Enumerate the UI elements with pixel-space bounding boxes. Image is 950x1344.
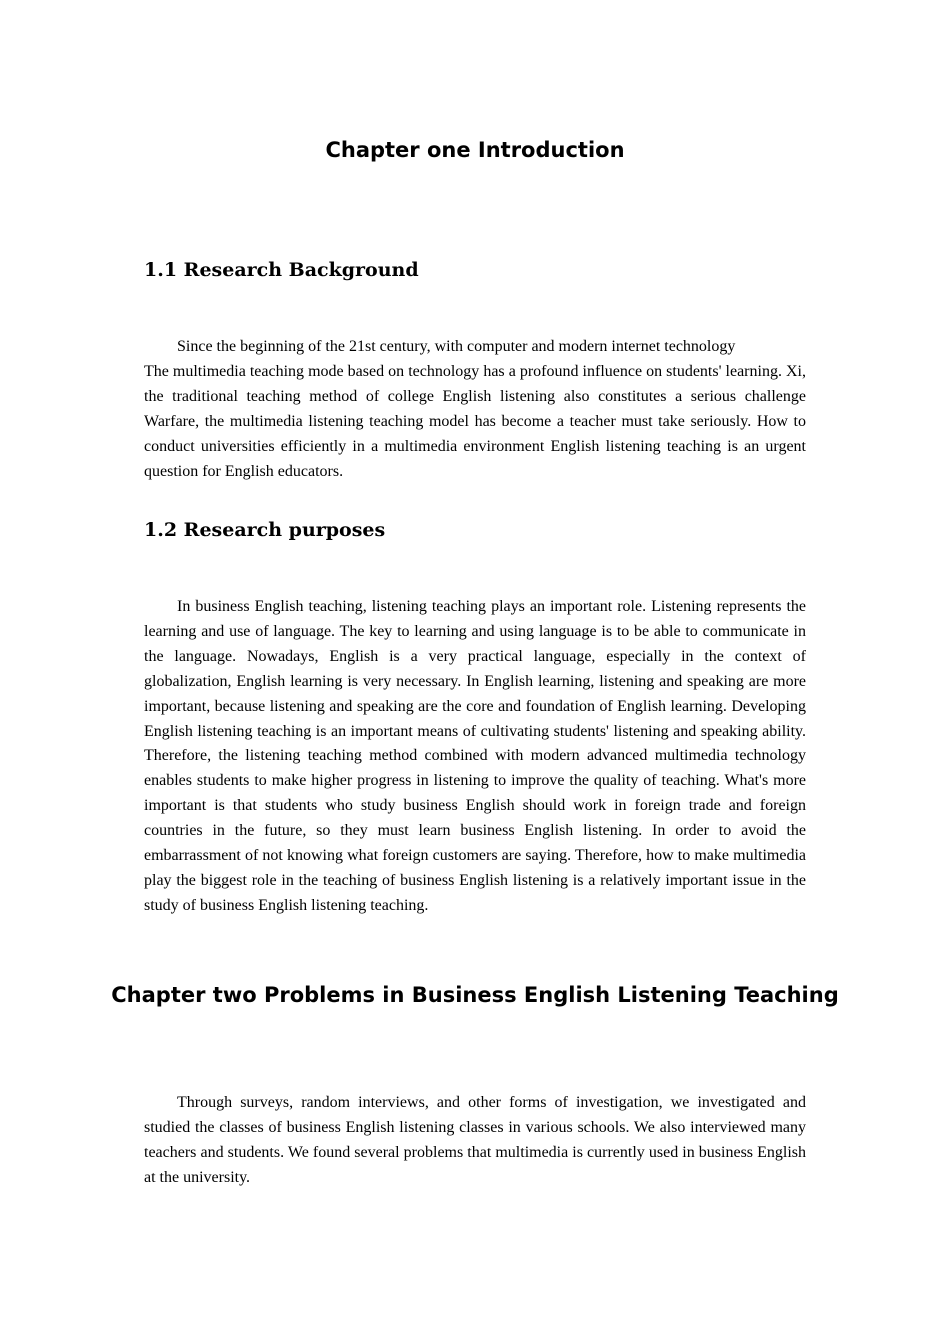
chapter-one-title: Chapter one Introduction — [325, 138, 625, 162]
chapter-two-title: Chapter two Problems in Business English Listening Teaching — [111, 983, 839, 1007]
section-1-2-paragraph: In business English teaching, listening teaching plays an important role. Listening represents the learning and use of language. The key to learning and using language is to be able to communicate in the language. Nowadays, English is a very practical language, especially in the context of globalization, English learning is very necessary. In English learning, listening and speaking are more important, because listening and speaking are the core and foundation of English learning. Developing English listening teaching is an important means of cultivating students' listening and speaking ability. Therefore, the listening teaching method combined with modern advanced multimedia technology enables students to make higher progress in listening to improve the quality of teaching. What's more important is that students who study business English should work in foreign trade and foreign countries in the future, so they must learn business English listening. In order to avoid the embarrassment of not knowing what foreign customers are saying. Therefore, how to make multimedia play the biggest role in the teaching of business English listening is a relatively important issue in the study of business English listening teaching. — [144, 598, 806, 914]
section-1-1-first-line: Since the beginning of the 21st century, with computer and modern internet technology — [177, 338, 736, 355]
chapter-two-paragraph: Through surveys, random interviews, and other forms of investigation, we investigated and studied the classes of business English listening classes in various schools. We also interviewed many teachers and students. We found several problems that multimedia is currently used in business English at the university. — [144, 1094, 806, 1186]
section-1-2-heading: 1.2 Research purposes — [144, 519, 386, 541]
section-1-1-paragraph: The multimedia teaching mode based on technology has a profound influence on students' learning. Xi, the traditional teaching method of college English listening also constitutes a serious challenge Warfare, the multimedia listening teaching model has become a teacher must take seriously. How to conduct universities efficiently in a multimedia environment English listening teaching is an urgent question for English educators. — [144, 363, 806, 480]
section-1-1-heading: 1.1 Research Background — [144, 259, 419, 281]
